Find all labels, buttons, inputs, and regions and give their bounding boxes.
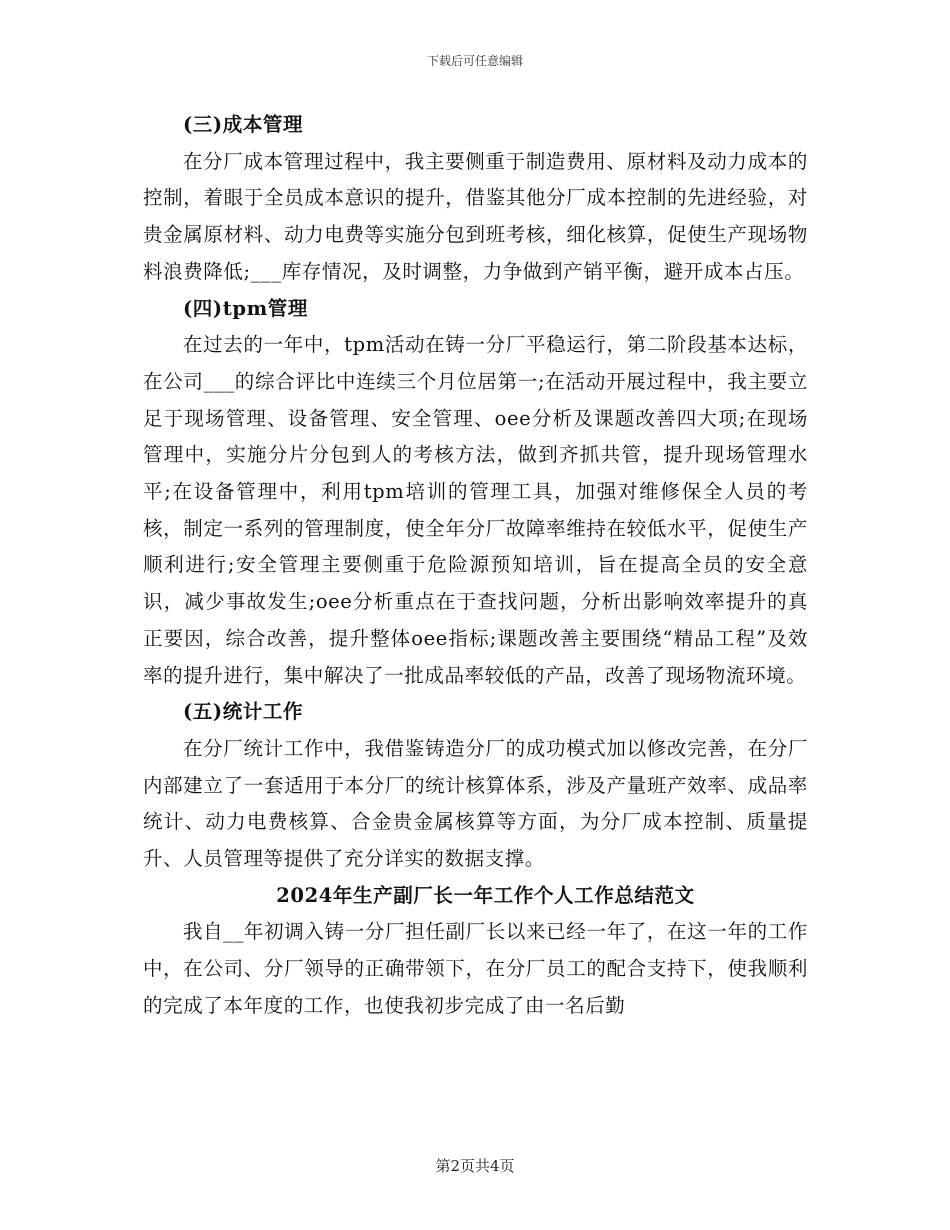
section-heading-tpm-management: (四)tpm管理 <box>182 296 308 320</box>
section-heading-cost-management: (三)成本管理 <box>182 113 304 136</box>
paragraph-statistics-work: 在分厂统计工作中，我借鉴铸造分厂的成功模式加以修改完善，在分厂内部建立了一套适用于本分厂的统计核算体系，涉及产量班产效率、成品率统计、动力电费核算、合金贵金属核算等方面，为分厂成本控制、质量提升、人员管理等提供了充分详实的数据支撑。 <box>143 736 808 871</box>
paragraph-cost-management: 在分厂成本管理过程中，我主要侧重于制造费用、原材料及动力成本的控制，着眼于全员成本意识的提升，借鉴其他分厂成本控制的先进经验，对贵金属原材料、动力电费等实施分包到班考核，细化核算，促使生产现场物料浪费降低;___库存情况，及时调整，力争做到产销平衡，避开成本占压。 <box>143 149 808 283</box>
paragraph-tpm-management: 在过去的一年中，tpm活动在铸一分厂平稳运行，第二阶段基本达标，在公司___的综合评比中连续三个月位居第一;在活动开展过程中，我主要立足于现场管理、设备管理、安全管理、oee分析及课题改善四大项;在现场管理中，实施分片分包到人的考核方法，做到齐抓共管，提升现场管理水平;在设备管理中，利用tpm培训的管理工具，加强对维修保全人员的考核，制定一系列的管理制度，使全年分厂故障率维持在较低水平，促使生产顺利进行;安全管理主要侧重于危险源预知培训，旨在提高全员的安全意识，减少事故发生;oee分析重点在于查找问题，分析出影响效率提升的真正要因，综合改善，提升整体oee指标;课题改善主要围绕“精品工程”及效率的提升进行，集中解决了一批成品率较低的产品，改善了现场物流环境。 <box>143 333 808 687</box>
page-number-footer: 第2页共4页 <box>435 1157 515 1175</box>
document-body <box>143 107 808 1025</box>
document-title: 2024年生产副厂长一年工作个人工作总结范文 <box>276 883 695 907</box>
paragraph-intro: 我自__年初调入铸一分厂担任副厂长以来已经一年了，在这一年的工作中，在公司、分厂领导的正确带领下，在分厂员工的配合支持下，使我顺利的完成了本年度的工作，也使我初步完成了由一名后勤 <box>143 920 808 1017</box>
section-heading-statistics-work: (五)统计工作 <box>182 700 304 724</box>
page-header-note: 下载后可任意编辑 <box>426 54 523 68</box>
